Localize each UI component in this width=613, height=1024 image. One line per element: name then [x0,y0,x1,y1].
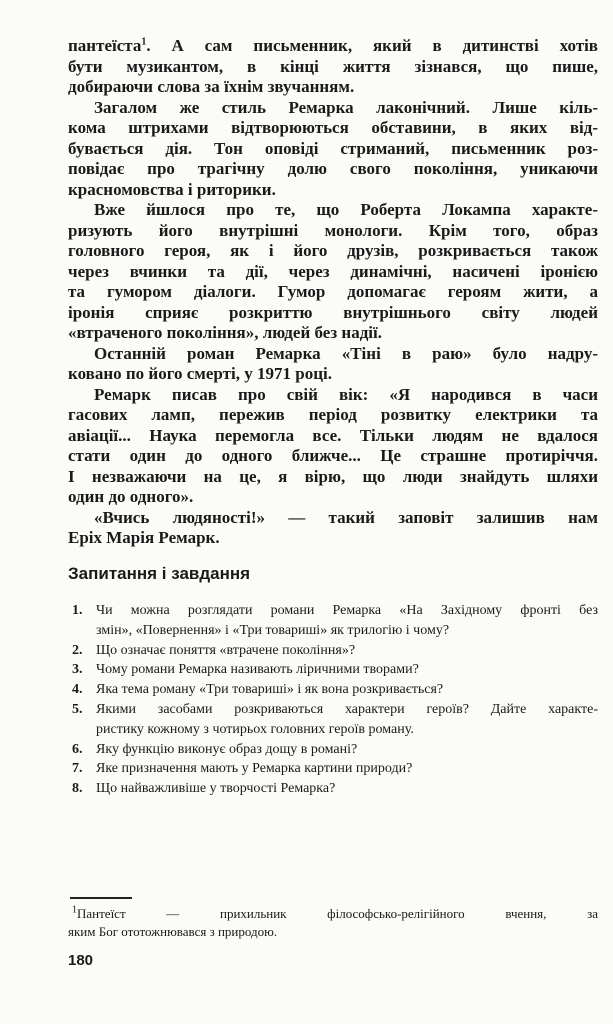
question-item [72,779,598,799]
question-item [72,660,598,680]
question-line: Яку функцію виконує образ дощу в романі? [96,741,358,757]
question-item [72,641,598,661]
question-number: 1. [72,603,83,618]
question-line: Якими засобами розкриваються характери героїв? Дайте характе- [96,701,598,717]
footnote-divider [70,897,132,899]
text-line: стати один до одного ближче... Це страшне протиріччя. [68,446,598,465]
questions-list [72,601,598,799]
text-line: іронія сприяє розкриттю внутрішнього світу людей [68,302,598,322]
footnote-line [68,905,598,923]
text-line: головного героя, як і його друзів, розкривається також [68,241,598,260]
question-item [72,740,598,760]
question-line: Яка тема роману «Три товариші» і як вона розкривається? [96,682,444,698]
line-text: . А сам письменник, який в дитинстві хотів [146,36,598,55]
question-line: ристику кожному з чотирьох головних героїв роману. [96,721,414,737]
text-line: Еріх Марія Ремарк. [68,528,220,547]
text-line: повідає про трагічну долю свого покоління, уникаючи [68,159,598,178]
text-line: авіації... Наука перемогла все. Тільки людям не вдалося [68,425,598,445]
text-line: добираючи слова за їхнім звучанням. [68,77,355,96]
text-line: «Вчись людяності!» — такий заповіт залишив нам [94,507,598,527]
text-line: бувається дія. Тон оповіді стриманий, письменник роз- [68,138,598,158]
question-item [72,759,598,779]
section-heading: Запитання і завдання [68,564,251,583]
page-number: 180 [68,952,94,969]
question-line: Що означає поняття «втрачене покоління»? [96,642,356,658]
question-line: Що найважливіше у творчості Ремарка? [96,781,336,797]
question-number: 8. [72,781,83,797]
text-line: один до одного». [68,487,194,506]
question-item [72,680,598,700]
question-number: 4. [72,682,83,698]
question-number: 2. [72,642,83,658]
text-line: ковано по його смерті, у 1971 році. [68,364,332,383]
question-number: 7. [72,761,83,777]
text-line: Останній роман Ремарка «Тіні в раю» було надру- [94,343,598,363]
question-number: 3. [72,662,83,678]
text-line: Вже йшлося про те, що Роберта Локампа характе- [94,200,598,219]
footnote-text: Пантеїст — прихильник філософсько-релігійного вчення, за [77,906,598,921]
text-line: бути музикантом, в кінці життя зізнався, що пише, [68,56,598,76]
question-number: 6. [72,741,83,757]
footnote-marker: 1 [72,904,77,916]
text-line [68,36,598,57]
text-line: І незважаючи на це, я вірю, що люди знайдуть шляхи [68,466,598,486]
footnote-ref: 1 [141,36,147,48]
text-line: Ремарк писав про свій вік: «Я народився в часи [94,384,598,404]
question-line: Яке призначення мають у Ремарка картини природи? [96,761,413,777]
text-line: красномовства і риторики. [68,179,276,199]
footnote-line: яким Бог ототожнювався з природою. [68,924,278,939]
question-line: змін», «Повернення» і «Три товариші» як трилогію і чому? [96,622,450,638]
question-line: Чому романи Ремарка називають ліричними творами? [96,662,419,678]
text-line: через вчинки та дії, через динамічні, насичені іронією [68,261,598,281]
text-line: ризують його внутрішні монологи. Крім того, образ [68,220,598,240]
text-line: кома штрихами відтворюються обставини, в яких від- [68,118,598,137]
question-item [72,601,598,641]
line-text: пантеїста [68,36,142,55]
question-number: 5. [72,701,83,717]
question-line: Чи можна розглядати романи Ремарка «На Західному фронті без [96,603,598,618]
footnote [68,905,598,941]
text-line: Загалом же стиль Ремарка лаконічний. Лише кіль- [94,97,598,117]
text-line: «втраченого покоління», людей без надії. [68,323,382,342]
text-line: гасових ламп, пережив період розвитку електрики та [68,405,598,424]
body-text [68,36,598,549]
text-line: та гумором діалоги. Гумор допомагає героям жити, а [68,282,598,301]
question-item [72,700,598,740]
